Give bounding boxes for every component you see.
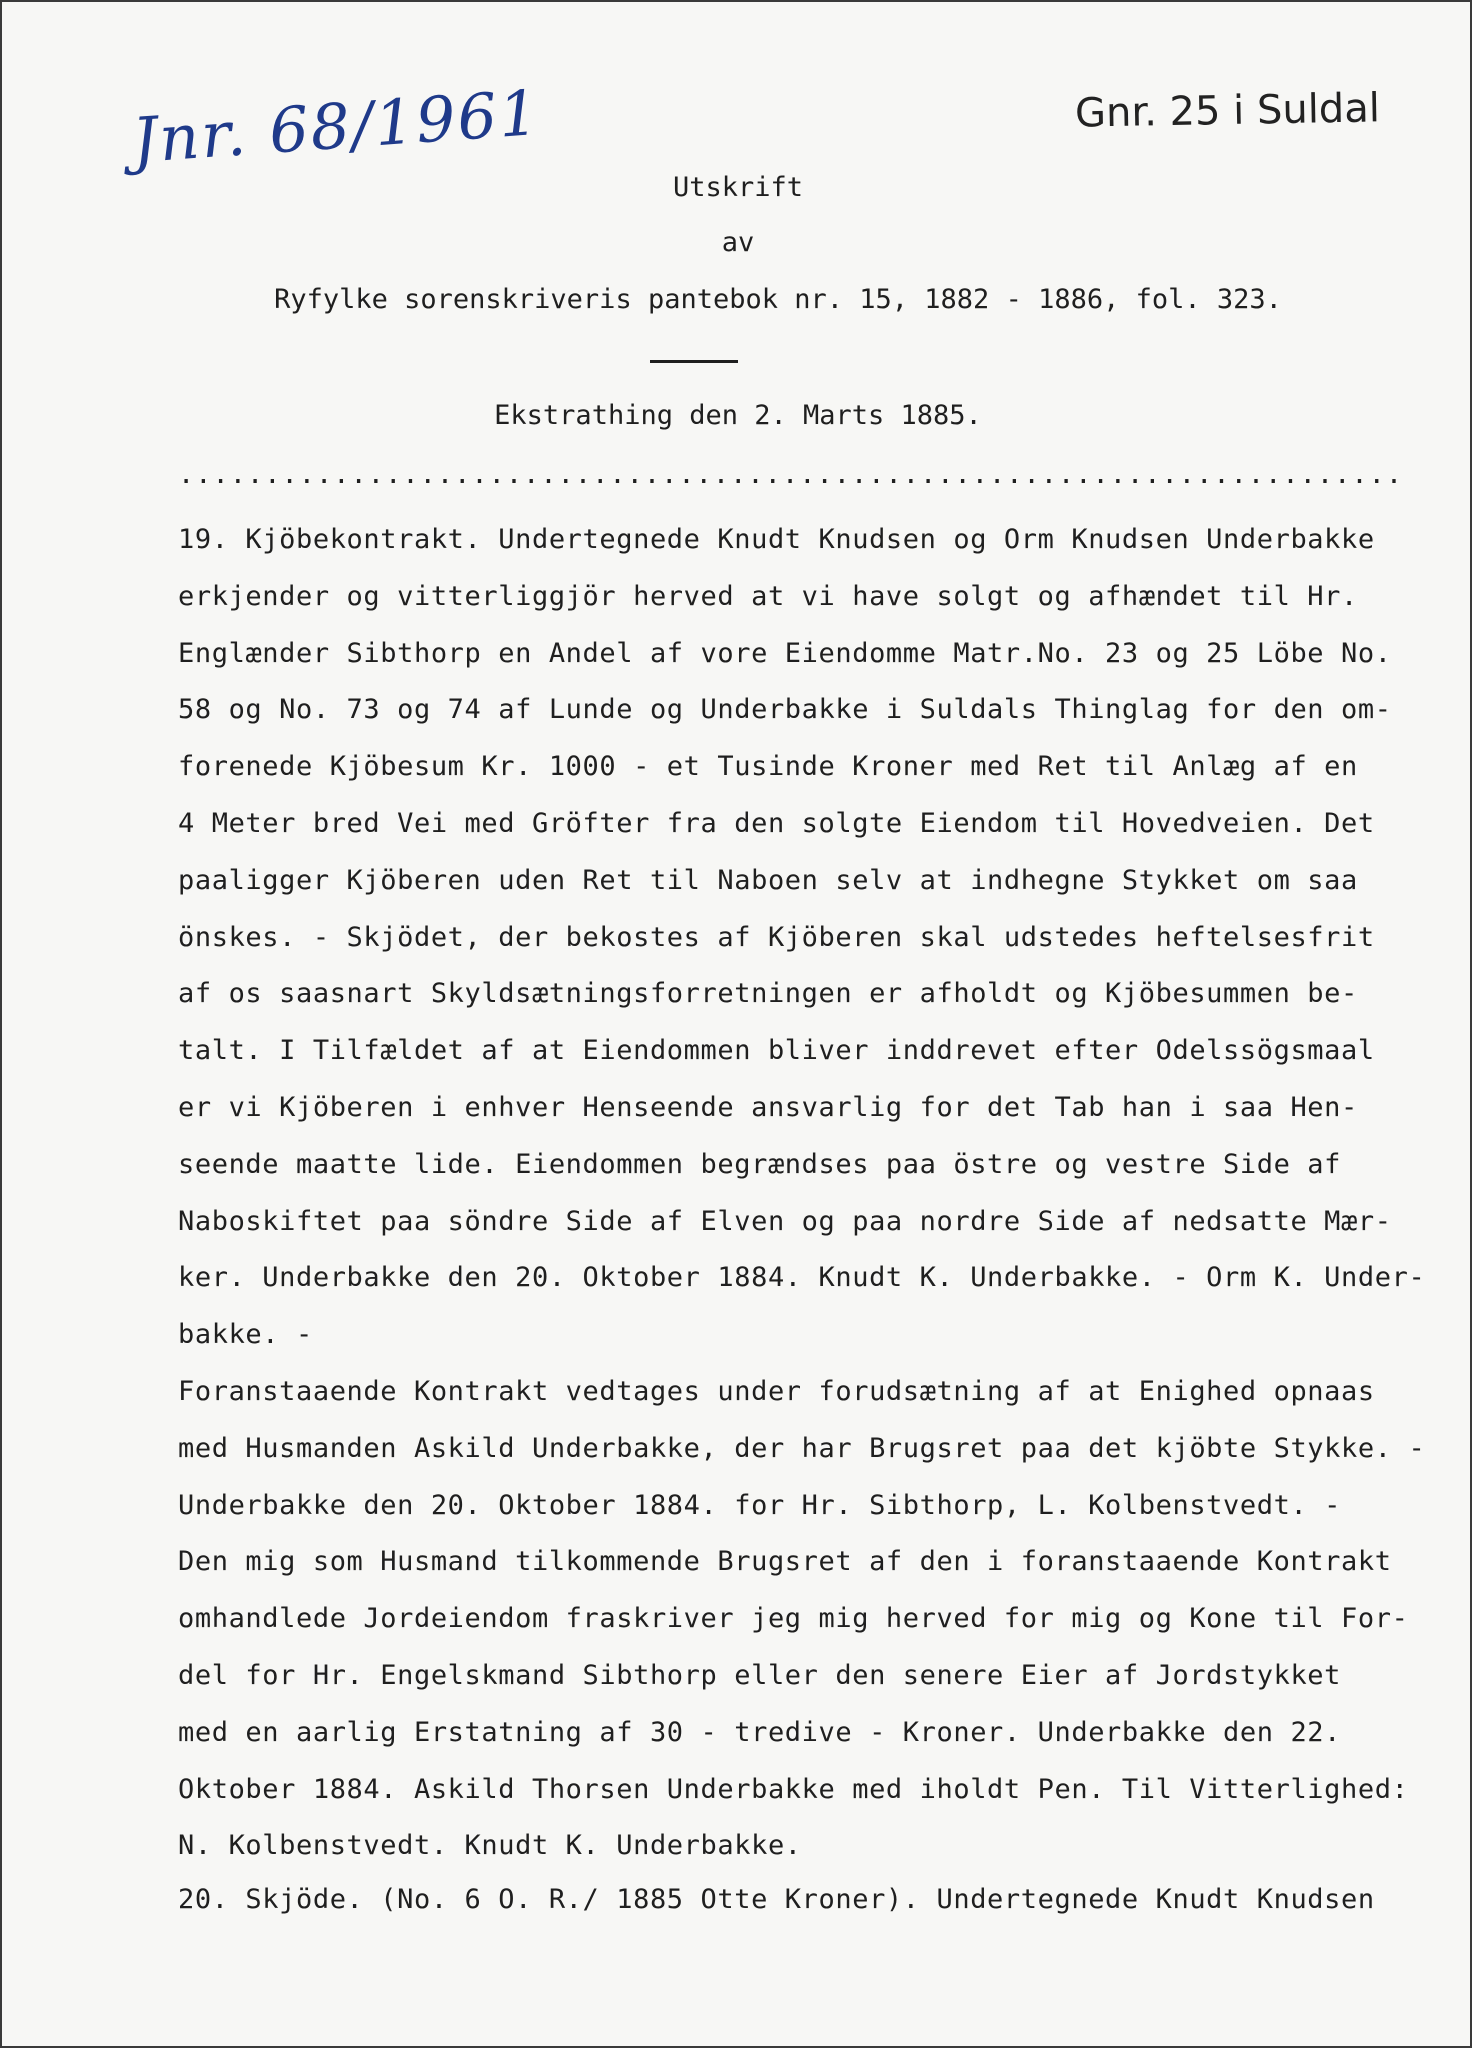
handwritten-journal-number: Jnr. 68/1961 — [129, 75, 543, 178]
text-line: del for Hr. Engelskmand Sibthorp eller den senere Eier af Jordstykket — [178, 1659, 1342, 1691]
title-rule — [650, 360, 738, 363]
text-line: talt. I Tilfældet af at Eiendommen bliver inddrevet efter Odelssögsmaal — [178, 1035, 1375, 1067]
text-line: forenede Kjöbesum Kr. 1000 - et Tusinde Kroner med Ret til Anlæg af en — [178, 751, 1358, 783]
text-line: Den mig som Husmand tilkommende Brugsret af den i foranstaaende Kontrakt — [178, 1546, 1392, 1578]
text-line: önskes. - Skjödet, der bekostes af Kjöberen skal udstedes heftelsesfrit — [178, 921, 1375, 953]
text-line: paaligger Kjöberen uden Ret til Naboen selv at indhegne Stykket om saa — [178, 864, 1358, 896]
text-line: 19. Kjöbekontrakt. Undertegnede Knudt Knudsen og Orm Knudsen Underbakke — [178, 524, 1375, 555]
text-line: Oktober 1884. Askild Thorsen Underbakke med iholdt Pen. Til Vitterlighed: — [178, 1773, 1409, 1805]
text-line: 4 Meter bred Vei med Gröfter fra den solgte Eiendom til Hovedveien. Det — [178, 807, 1375, 839]
session-heading: Ekstrathing den 2. Marts 1885. — [494, 400, 982, 431]
text-line: erkjender og vitterliggjör herved at vi have solgt og afhændet til Hr. — [178, 580, 1358, 612]
text-line: bakke. - — [178, 1319, 313, 1351]
text-line: ker. Underbakke den 20. Oktober 1884. Knudt K. Underbakke. - Orm K. Under- — [178, 1262, 1426, 1294]
entry-19-text — [178, 512, 1438, 1875]
text-line: seende maatte lide. Eiendommen begrændses paa östre og vestre Side af — [178, 1148, 1342, 1180]
text-line: omhandlede Jordeiendom fraskriver jeg mig herved for mig og Kone til For- — [178, 1603, 1409, 1635]
entry-20-text: 20. Skjöde. (No. 6 O. R./ 1885 Otte Kroner). Undertegnede Knudt Knudsen — [178, 1884, 1375, 1915]
text-line: Foranstaaende Kontrakt vedtages under forudsætning af at Enighed opnaas — [178, 1375, 1375, 1407]
text-line: med en aarlig Erstatning af 30 - tredive - Kroner. Underbakke den 22. — [178, 1716, 1342, 1748]
text-line: Englænder Sibthorp en Andel af vore Eiendomme Matr.No. 23 og 25 Löbe No. — [178, 637, 1392, 669]
text-line: af os saasnart Skyldsætningsforretningen er afholdt og Kjöbesummen be- — [178, 978, 1358, 1010]
text-line: 58 og No. 73 og 74 af Lunde og Underbakke i Suldals Thinglag for den om- — [178, 694, 1392, 726]
source-reference: Ryfylke sorenskriveris pantebok nr. 15, 1882 - 1886, fol. 323. — [274, 284, 1282, 315]
text-line: Underbakke den 20. Oktober 1884. for Hr. Sibthorp, L. Kolbenstvedt. - — [178, 1489, 1342, 1521]
document-subtitle: av — [721, 227, 755, 258]
text-line: N. Kolbenstvedt. Knudt K. Underbakke. — [178, 1830, 802, 1862]
text-line: Naboskiftet paa söndre Side af Elven og paa nordre Side af nedsatte Mær- — [178, 1205, 1392, 1237]
text-line: er vi Kjöberen i enhver Henseende ansvarlig for det Tab han i saa Hen- — [178, 1091, 1358, 1123]
document-title: Utskrift — [672, 172, 804, 203]
dotted-separator: ....................................................................... — [178, 459, 1404, 490]
text-line: med Husmanden Askild Underbakke, der har Brugsret paa det kjöbte Stykke. - — [178, 1432, 1426, 1464]
handwritten-property-number: Gnr. 25 i Suldal — [1074, 85, 1381, 137]
